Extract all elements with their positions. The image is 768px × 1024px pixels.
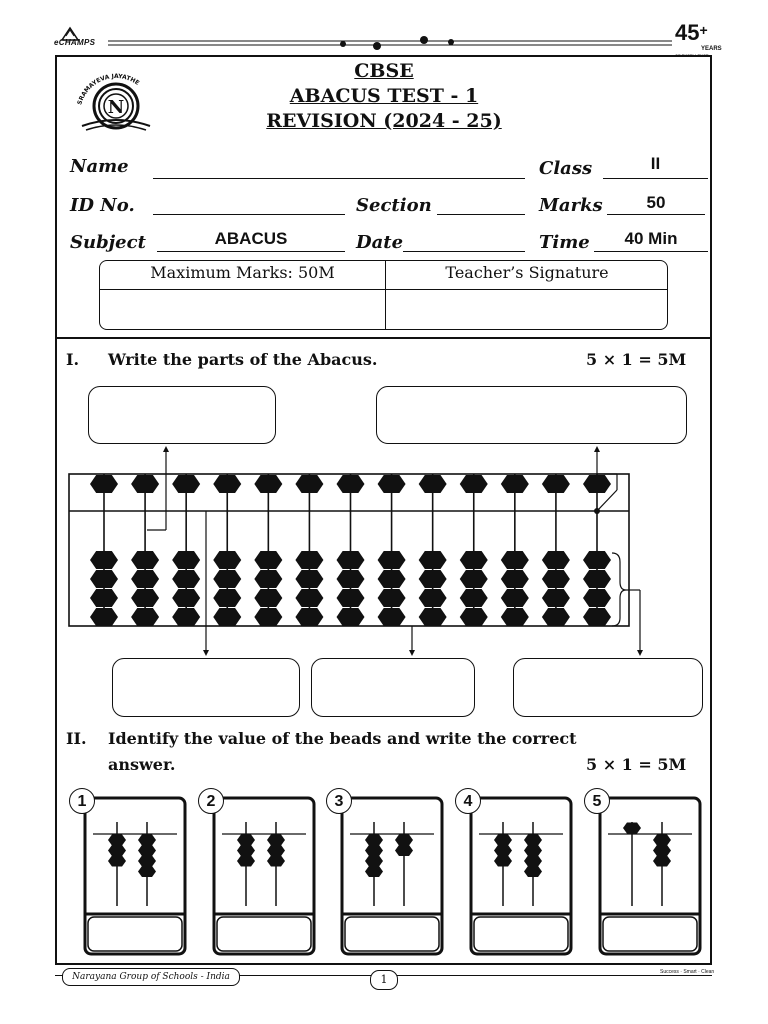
small-lower-bead — [267, 856, 285, 867]
upper-bead — [583, 475, 611, 493]
date-label: Date — [356, 232, 404, 253]
small-lower-bead — [138, 856, 156, 867]
class-value: II — [650, 154, 661, 173]
small-lower-bead — [267, 835, 285, 846]
small-lower-bead — [108, 835, 126, 846]
upper-bead — [501, 475, 529, 493]
lower-bead — [213, 589, 241, 607]
lower-bead — [131, 570, 159, 588]
lower-bead — [90, 608, 118, 626]
top-decor-line — [0, 0, 768, 60]
name-label: Name — [70, 156, 129, 177]
max-marks-cell[interactable] — [100, 290, 385, 330]
arrow-up-icon — [163, 446, 169, 452]
q2-text-line2: answer. — [108, 755, 176, 774]
small-lower-bead — [267, 845, 285, 856]
small-lower-bead — [395, 845, 413, 856]
small-answer-box[interactable] — [88, 917, 182, 951]
name-field[interactable] — [153, 178, 525, 179]
small-lower-bead — [365, 866, 383, 877]
small-lower-bead — [365, 845, 383, 856]
q1-text: Write the parts of the Abacus. — [108, 350, 378, 369]
lower-bead — [583, 551, 611, 569]
lower-bead — [90, 589, 118, 607]
q2-number: II. — [66, 729, 87, 748]
upper-bead — [90, 475, 118, 493]
lower-bead — [131, 551, 159, 569]
svg-text:SRAMAYEVA JAYATHE: SRAMAYEVA JAYATHE — [76, 73, 141, 106]
lower-bead — [172, 570, 200, 588]
lower-bead — [378, 551, 406, 569]
upper-bead — [337, 475, 365, 493]
lower-bead — [419, 551, 447, 569]
small-lower-bead — [494, 835, 512, 846]
marks-field[interactable] — [607, 214, 705, 215]
item-number-badge: 4 — [455, 788, 481, 814]
lower-bead — [213, 551, 241, 569]
lower-bead — [378, 589, 406, 607]
board-title: CBSE — [354, 60, 414, 82]
q2-marks: 5 × 1 = 5M — [586, 755, 687, 774]
upper-bead — [172, 475, 200, 493]
section-label: Section — [356, 195, 432, 216]
brace-icon — [612, 553, 626, 626]
small-lower-bead — [138, 845, 156, 856]
section-field[interactable] — [437, 214, 525, 215]
upper-bead — [213, 475, 241, 493]
answer-box-beam[interactable] — [376, 386, 687, 444]
lower-bead — [501, 608, 529, 626]
small-lower-bead — [524, 856, 542, 867]
small-answer-box[interactable] — [345, 917, 439, 951]
lower-bead — [337, 551, 365, 569]
item-number-badge: 5 — [584, 788, 610, 814]
upper-bead — [419, 475, 447, 493]
lower-bead — [337, 570, 365, 588]
small-lower-bead — [494, 845, 512, 856]
small-answer-box[interactable] — [217, 917, 311, 951]
upper-bead — [254, 475, 282, 493]
upper-bead — [131, 475, 159, 493]
small-lower-bead — [108, 856, 126, 867]
small-lower-bead — [365, 835, 383, 846]
lower-bead — [583, 570, 611, 588]
header-divider — [55, 337, 712, 339]
small-lower-bead — [653, 835, 671, 846]
small-lower-bead — [237, 856, 255, 867]
small-lower-bead — [108, 845, 126, 856]
small-lower-bead — [395, 835, 413, 846]
q1-number: I. — [66, 350, 80, 369]
lower-bead — [583, 589, 611, 607]
teacher-signature-header: Teacher’s Signature — [445, 263, 609, 282]
upper-bead — [295, 475, 323, 493]
footer-school-name: Narayana Group of Schools - India — [62, 968, 240, 986]
lower-bead — [213, 570, 241, 588]
lower-bead — [460, 589, 488, 607]
lower-bead — [419, 570, 447, 588]
small-lower-bead — [524, 845, 542, 856]
arrow-down-icon — [637, 650, 643, 656]
small-upper-bead — [623, 823, 641, 834]
lower-bead — [419, 608, 447, 626]
subject-label: Subject — [70, 232, 146, 253]
class-field[interactable] — [603, 178, 708, 179]
q1-marks: 5 × 1 = 5M — [586, 350, 687, 369]
lower-bead — [501, 551, 529, 569]
lower-bead — [501, 589, 529, 607]
upper-bead — [460, 475, 488, 493]
id-label: ID No. — [70, 195, 135, 216]
lower-bead — [295, 570, 323, 588]
answer-box-frame[interactable] — [88, 386, 276, 444]
lower-bead — [378, 570, 406, 588]
id-field[interactable] — [153, 214, 345, 215]
marks-label: Marks — [539, 195, 603, 216]
upper-bead — [542, 475, 570, 493]
lower-bead — [254, 570, 282, 588]
lower-bead — [172, 551, 200, 569]
lower-bead — [131, 589, 159, 607]
footer-tagline: Success · Smart · Clean — [660, 969, 715, 975]
time-field[interactable] — [594, 251, 708, 252]
lower-bead — [501, 570, 529, 588]
lower-bead — [460, 570, 488, 588]
lower-bead — [378, 608, 406, 626]
marks-table — [99, 260, 668, 330]
date-field[interactable] — [403, 251, 525, 252]
max-marks-header: Maximum Marks: 50M — [150, 263, 335, 282]
teacher-signature-cell[interactable] — [386, 290, 668, 330]
abacus-diagram — [0, 440, 768, 670]
small-lower-bead — [653, 856, 671, 867]
lower-bead — [90, 570, 118, 588]
subject-value: ABACUS — [214, 229, 288, 248]
upper-bead — [378, 475, 406, 493]
lower-bead — [460, 551, 488, 569]
arrow-down-icon — [409, 650, 415, 656]
lower-bead — [254, 589, 282, 607]
small-answer-box[interactable] — [603, 917, 697, 951]
lower-bead — [254, 551, 282, 569]
lower-bead — [583, 608, 611, 626]
small-lower-bead — [365, 856, 383, 867]
item-number-badge: 3 — [326, 788, 352, 814]
echamps-logo-text: eCHAMPS — [54, 38, 96, 47]
lower-bead — [419, 589, 447, 607]
page-number: 1 — [370, 970, 398, 990]
small-lower-bead — [494, 856, 512, 867]
subject-field[interactable] — [157, 251, 345, 252]
small-lower-bead — [653, 845, 671, 856]
revision-title: REVISION (2024 - 25) — [266, 110, 502, 132]
small-answer-box[interactable] — [474, 917, 568, 951]
lower-bead — [337, 608, 365, 626]
lower-bead — [90, 551, 118, 569]
pointer-line — [597, 490, 617, 511]
lower-bead — [337, 589, 365, 607]
years-badge: 45+ YEARS OF EXCELLENCE — [675, 20, 722, 58]
small-lower-bead — [138, 866, 156, 877]
lower-bead — [131, 608, 159, 626]
small-lower-bead — [237, 845, 255, 856]
lower-bead — [542, 551, 570, 569]
lower-bead — [295, 608, 323, 626]
item-number-badge: 2 — [198, 788, 224, 814]
small-lower-bead — [138, 835, 156, 846]
marks-value: 50 — [646, 193, 666, 212]
svg-text:N: N — [107, 97, 125, 118]
arrow-up-icon — [594, 446, 600, 452]
lower-bead — [295, 551, 323, 569]
lower-bead — [254, 608, 282, 626]
item-number-badge: 1 — [69, 788, 95, 814]
lower-bead — [542, 570, 570, 588]
lower-bead — [295, 589, 323, 607]
lower-bead — [542, 589, 570, 607]
small-lower-bead — [524, 866, 542, 877]
lower-bead — [542, 608, 570, 626]
lower-bead — [172, 589, 200, 607]
lower-bead — [213, 608, 241, 626]
class-label: Class — [539, 158, 593, 179]
time-value: 40 Min — [624, 229, 678, 248]
small-lower-bead — [524, 835, 542, 846]
q2-text-line1: Identify the value of the beads and write the correct — [108, 729, 577, 748]
arrow-down-icon — [203, 650, 209, 656]
test-title: ABACUS TEST - 1 — [289, 85, 479, 107]
time-label: Time — [539, 232, 590, 253]
lower-bead — [460, 608, 488, 626]
lower-bead — [172, 608, 200, 626]
small-lower-bead — [237, 835, 255, 846]
